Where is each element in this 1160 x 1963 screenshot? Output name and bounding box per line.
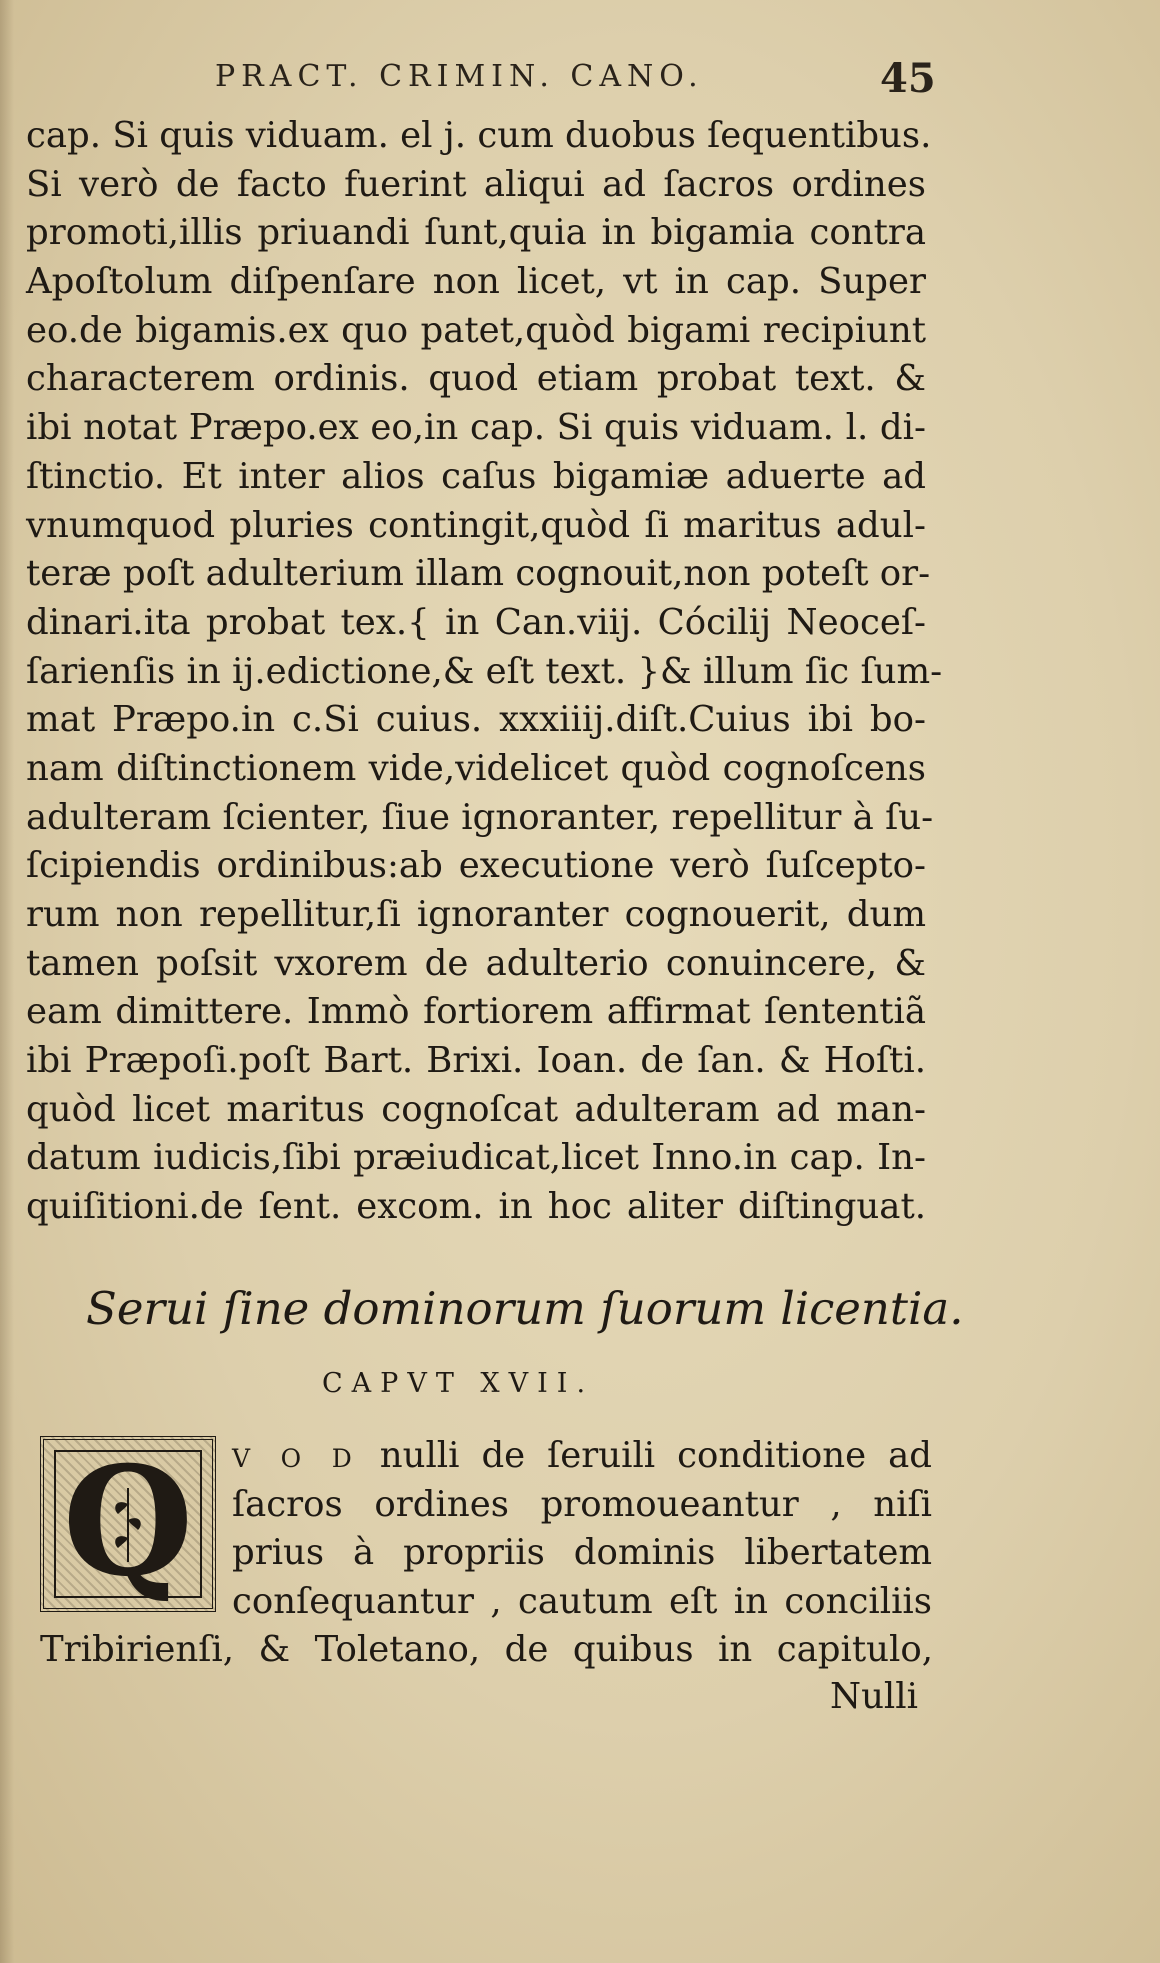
text-line: eo.de bigamis.ex quo patet,quòd bigami recipiunt xyxy=(26,309,926,351)
text-line: eam dimittere. Immò fortiorem affirmat ſententiã xyxy=(26,991,926,1033)
text-line: Apoſtolum diſpenſare non licet, vt in cap. Super xyxy=(26,261,926,303)
text-line: rum non repellitur,ſi ignoranter cognouerit, dum xyxy=(26,894,926,935)
text-line: nam diſtinctionem vide,videlicet quòd cognoſcens xyxy=(26,747,926,789)
text-line: ſacros ordines promoueantur , niſi xyxy=(232,1483,932,1525)
text-line: characterem ordinis. quod etiam probat text. & xyxy=(26,358,926,400)
text-line: ſcipiendis ordinibus:ab executione verò ſuſcepto- xyxy=(26,845,926,887)
first-line-rest: nulli de ſeruili conditione ad xyxy=(357,1435,932,1476)
running-head xyxy=(0,55,1160,115)
paragraph-full-width xyxy=(40,1626,933,1675)
text-line: tamen poſsit vxorem de adulterio conuincere, & xyxy=(26,942,926,984)
text-line: ſarienſis in ij.edictione,& eſt text. }& illum ſic ſum- xyxy=(26,650,943,692)
text-line: Tribirienſi, & Toletano, de quibus in capitulo, xyxy=(40,1629,933,1670)
text-line: mat Præpo.in c.Si cuius. xxxiiij.diſt.Cuius ibi bo- xyxy=(26,699,926,741)
smallcaps-lead: V O D xyxy=(232,1444,358,1473)
body-text xyxy=(26,112,943,1232)
text-line xyxy=(232,1432,932,1481)
catchword: Nulli xyxy=(830,1676,918,1717)
initial-letter: Q xyxy=(62,1434,194,1610)
text-line: ſtinctio. Et inter alios caſus bigamiæ aduerte ad xyxy=(26,455,926,497)
text-line: Si verò de facto fuerint aliqui ad ſacros ordines xyxy=(26,163,926,205)
text-line: ibi notat Præpo.ex eo,in cap. Si quis viduam. l. di- xyxy=(26,407,926,449)
text-line: datum iudicis,ſibi præiudicat,licet Inno.in cap. In- xyxy=(26,1137,926,1179)
decorated-initial xyxy=(40,1436,216,1612)
paragraph-indented xyxy=(232,1432,932,1626)
running-title: PRACT. CRIMIN. CANO. xyxy=(215,59,704,94)
text-line: conſequantur , cautum eſt in conciliis xyxy=(232,1580,932,1622)
text-line: promoti,illis priuandi ſunt,quia in bigamia contra xyxy=(26,212,926,254)
text-line: cap. Si quis viduam. el j. cum duobus ſequentibus. xyxy=(26,115,932,156)
text-line: quòd licet maritus cognoſcat adulteram ad man- xyxy=(26,1088,926,1130)
page-gutter-shadow xyxy=(0,0,14,1963)
text-line: adulteram ſcienter, ſiue ignoranter, repellitur à ſu- xyxy=(26,796,934,838)
chapter-title: Serui ſine dominorum ſuorum licentia. xyxy=(86,1282,964,1335)
text-line: quiſitioni.de ſent. excom. in hoc aliter diſtinguat. xyxy=(26,1186,926,1228)
chapter-number: CAPVT XVII. xyxy=(322,1368,595,1399)
page-number: 45 xyxy=(880,55,936,102)
text-line: teræ poſt adulterium illam cognouit,non poteſt or- xyxy=(26,553,931,595)
text-line: vnumquod pluries contingit,quòd ſi maritus adul- xyxy=(26,504,926,546)
text-line: dinari.ita probat tex.{ in Can.viij. Cócilij Neoceſ- xyxy=(26,601,926,643)
text-line: prius à propriis dominis libertatem xyxy=(232,1532,932,1573)
text-line: ibi Præpoſi.poſt Bart. Brixi. Ioan. de ſan. & Hoſti. xyxy=(26,1040,926,1082)
